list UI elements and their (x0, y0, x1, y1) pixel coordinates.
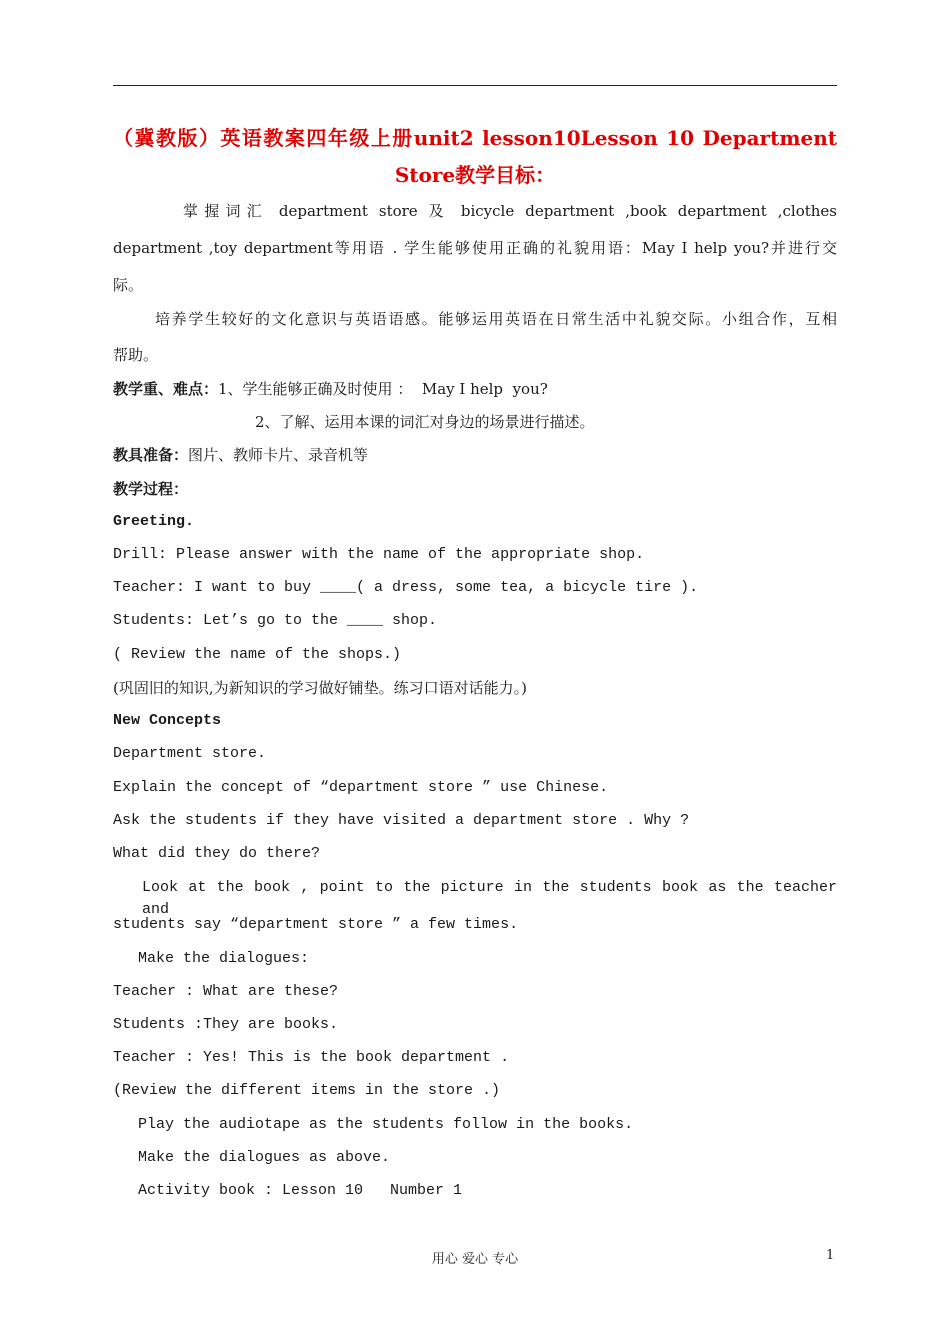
new-concepts-line: Department store. (113, 745, 267, 762)
dialogue-line: Make the dialogues: (138, 950, 310, 967)
greeting-line: ( Review the name of the shops.) (113, 646, 402, 663)
materials-label: 教具准备： (113, 446, 189, 464)
footer-motto: 用心 爱心 专心 (431, 1252, 519, 1267)
materials-row (113, 444, 837, 466)
key-points-row (113, 378, 837, 400)
page-number: 1 (826, 1248, 835, 1263)
greeting-line: Drill: Please answer with the name of the appropriate shop. (113, 546, 645, 563)
new-concepts-line: Ask the students if they have visited a department store . Why ? (113, 812, 690, 829)
key-point-2: 2、了解、运用本课的词汇对身边的场景进行描述。 (255, 413, 595, 431)
objective-paragraph-2-line2: 帮助。 (113, 346, 159, 364)
greeting-line: (巩固旧的知识,为新知识的学习做好铺垫。练习口语对话能力。) (113, 679, 527, 697)
greeting-line: Teacher: I want to buy ____( a dress, some tea, a bicycle tire ). (113, 579, 699, 596)
new-concepts-heading: New Concepts (113, 712, 222, 729)
greeting-line: Students: Let’s go to the ____ shop. (113, 612, 438, 629)
dialogue-line: Play the audiotape as the students follow in the books. (138, 1116, 634, 1133)
greeting-heading: Greeting. (113, 513, 195, 530)
key-point-1: 1、学生能够正确及时使用 ： May I help you? (218, 380, 548, 398)
dialogue-line: Make the dialogues as above. (138, 1149, 391, 1166)
objective-paragraph-2-line1: 培养学生较好的文化意识与英语语感。能够运用英语在日常生活中礼貌交际。小组合作，互相 (155, 310, 837, 328)
objective-paragraph-1-line1: 掌握词汇 department store 及 bicycle department ,book department ,clothes (183, 202, 837, 220)
dialogue-line: (Review the different items in the store .) (113, 1082, 501, 1099)
objective-paragraph-1-line3: 际。 (113, 276, 144, 294)
look-at-book-line1: Look at the book , point to the picture in the students book as the teacher and (142, 879, 837, 918)
dialogue-line: Teacher : What are these? (113, 983, 339, 1000)
document-title-line2: Store教学目标： (394, 163, 556, 187)
materials-text: 图片、教师卡片、录音机等 (188, 446, 369, 464)
dialogue-line: Students :They are books. (113, 1016, 339, 1033)
new-concepts-line: What did they do there? (113, 845, 321, 862)
objective-paragraph-1-line2: department ,toy department等用语 . 学生能够使用正确的礼貌用语：May I help you?并进行交 (113, 239, 837, 257)
document-title-line1: （冀教版）英语教案四年级上册unit2 lesson10Lesson 10 Department (113, 126, 837, 150)
look-at-book-line2: students say “department store ” a few times. (113, 916, 519, 933)
new-concepts-line: Explain the concept of “department store ” use Chinese. (113, 779, 609, 796)
dialogue-line: Activity book : Lesson 10 Number 1 (138, 1182, 463, 1199)
header-rule (113, 85, 837, 86)
process-label: 教学过程： (113, 480, 189, 498)
dialogue-line: Teacher : Yes! This is the book department . (113, 1049, 510, 1066)
key-points-label: 教学重、难点： (113, 380, 219, 398)
